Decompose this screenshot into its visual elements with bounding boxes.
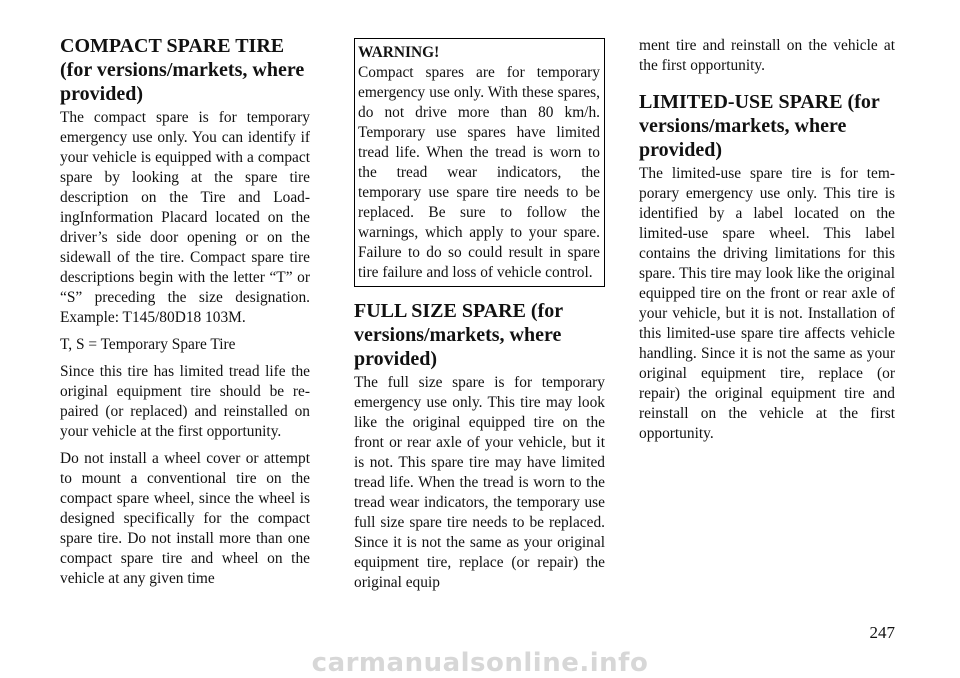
column-2 [354, 38, 605, 593]
paragraph: Since this tire has limited tread life the original equipment tire should be repaired (or replaced) and reinstalled on your vehicle at the first opportunity. [60, 363, 310, 440]
paragraph: T, S = Temporary Spare Tire [60, 336, 236, 353]
column-1 [60, 34, 310, 589]
paragraph: The limited-use spare tire is for temporary emergency use only. This tire is identified by a label located on the limited-use spare wheel. This label contains the driving limitations for this spare. This tire may look like the original equipped tire on the front or rear axle of your vehicle, but it is not. Installation of this limited-use spare tire affects vehicle handling. Since it is not the same as your original equipment tire, replace (or repair) the original equipment tire and reinstall on the vehicle at the first opportunity. [639, 165, 895, 442]
page-number: 247 [869, 623, 895, 642]
paragraph: The compact spare is for temporary emergency use only. You can identify if your vehicle is equipped with a compact spare by looking at the spare tire description on the Tire and LoadingInformation Placard located on the driver’s side door opening or on the sidewall of the tire. Compact spare tire descriptions begin with the letter “T” or “S” preceding the size designation. Example: T145/80D18 103M. [60, 109, 310, 326]
paragraph: The full size spare is for temporary emergency use only. This tire may look like the original equipped tire on the front or rear axle of your vehicle, but it is not. This spare tire may have limited tread life. When the tread is worn to the tread wear indicators, the temporary use full size spare tire needs to be replaced. Since it is not the same as your original equipment tire, replace (or repair) the original equip [354, 374, 605, 591]
paragraph-continued: ment tire and reinstall on the vehicle at the first opportunity. [639, 37, 895, 74]
column-3 [639, 36, 895, 444]
watermark: carmanualsonline.info [311, 648, 649, 678]
warning-title: WARNING! [358, 44, 440, 61]
warning-text: Compact spares are for temporary emergency use only. With these spares, do not drive more than 80 km/h. Temporary use spares have limited tread life. When the tread is worn to the tread wear indicators, the temporary use spare tire needs to be replaced. Be sure to follow the warnings, which apply to your spare. Failure to do so could result in spare tire failure and loss of vehicle control. [358, 64, 600, 281]
section-heading-limited-use-spare: LIMITED-USE SPARE (for versions/markets, where provided) [639, 91, 880, 161]
section-heading-full-size-spare: FULL SIZE SPARE (for versions/markets, where provided) [354, 300, 563, 370]
warning-box [354, 38, 605, 287]
section-heading-compact-spare: COMPACT SPARE TIRE (for versions/markets, where provided) [60, 35, 305, 105]
paragraph: Do not install a wheel cover or attempt to mount a conventional tire on the compact spare wheel, since the wheel is designed specifically for the compact spare tire. Do not install more than one compact spare tire and wheel on the vehicle at any given time [60, 450, 310, 587]
